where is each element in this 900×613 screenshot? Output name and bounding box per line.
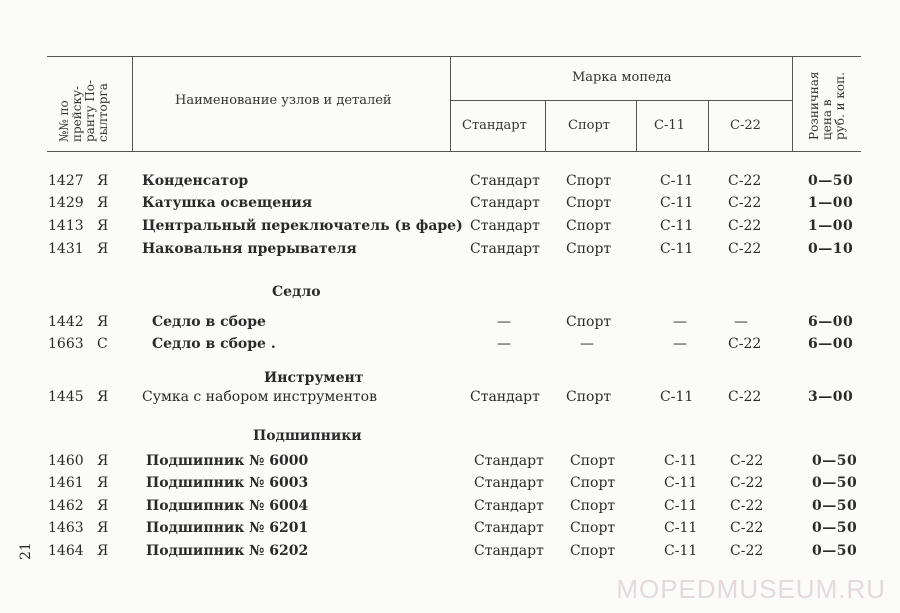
row-number: 1461 bbox=[48, 475, 84, 491]
header-divider-3 bbox=[545, 100, 546, 152]
header-price-column: Розничная цена в руб. и коп. bbox=[807, 71, 847, 140]
row-number: 1427 bbox=[48, 173, 84, 189]
row-s22: С-22 bbox=[730, 520, 764, 536]
row-letter: Я bbox=[97, 543, 109, 559]
row-letter: Я bbox=[97, 453, 109, 469]
row-number: 1429 bbox=[48, 195, 84, 211]
table-row bbox=[0, 314, 900, 334]
row-s11: — bbox=[673, 336, 687, 352]
row-sport: Спорт bbox=[566, 195, 612, 211]
header-brand-standard: Стандарт bbox=[462, 118, 527, 133]
row-sport: Спорт bbox=[566, 173, 612, 189]
page-number: 21 bbox=[18, 542, 34, 560]
section-title-tools: Инструмент bbox=[264, 370, 364, 386]
row-letter: Я bbox=[97, 173, 109, 189]
row-standard: Стандарт bbox=[474, 453, 544, 469]
row-name: Подшипник № 6003 bbox=[146, 475, 309, 491]
row-sport: Спорт bbox=[570, 520, 616, 536]
row-name: Седло в сборе bbox=[152, 314, 266, 330]
row-letter: Я bbox=[97, 520, 109, 536]
row-standard: Стандарт bbox=[470, 389, 540, 405]
row-s22: С-22 bbox=[728, 389, 762, 405]
table-row bbox=[0, 195, 900, 215]
row-sport: Спорт bbox=[566, 241, 612, 257]
header-divider-1 bbox=[132, 56, 133, 152]
row-name: Подшипник № 6000 bbox=[146, 453, 309, 469]
table-row bbox=[0, 520, 900, 540]
row-letter: Я bbox=[97, 475, 109, 491]
row-s11: С-11 bbox=[660, 173, 694, 189]
header-name-column: Наименование узлов и деталей bbox=[175, 93, 392, 108]
row-price: 0—50 bbox=[812, 453, 858, 469]
row-standard: Стандарт bbox=[474, 543, 544, 559]
row-price: 3—00 bbox=[808, 389, 854, 405]
row-s22: С-22 bbox=[728, 195, 762, 211]
table-row bbox=[0, 336, 900, 356]
row-number: 1413 bbox=[48, 218, 84, 234]
row-standard: Стандарт bbox=[470, 241, 540, 257]
row-s22: С-22 bbox=[730, 453, 764, 469]
row-standard: Стандарт bbox=[470, 218, 540, 234]
row-price: 1—00 bbox=[808, 195, 854, 211]
table-row bbox=[0, 475, 900, 495]
row-s11: С-11 bbox=[664, 520, 698, 536]
row-number: 1460 bbox=[48, 453, 84, 469]
row-number: 1442 bbox=[48, 314, 84, 330]
row-standard: Стандарт bbox=[474, 475, 544, 491]
row-letter: Я bbox=[97, 389, 109, 405]
row-sport: Спорт bbox=[566, 389, 612, 405]
row-price: 0—50 bbox=[812, 543, 858, 559]
row-s11: С-11 bbox=[664, 453, 698, 469]
row-standard: — bbox=[497, 336, 511, 352]
row-price: 0—50 bbox=[808, 173, 854, 189]
row-s11: — bbox=[673, 314, 687, 330]
row-letter: Я bbox=[97, 218, 109, 234]
row-s11: С-11 bbox=[664, 498, 698, 514]
table-row bbox=[0, 389, 900, 409]
row-name: Подшипник № 6004 bbox=[146, 498, 309, 514]
row-s11: С-11 bbox=[660, 241, 694, 257]
row-s22: С-22 bbox=[730, 543, 764, 559]
header-bottom-rule bbox=[47, 151, 861, 152]
row-name: Наковальня прерывателя bbox=[142, 241, 357, 257]
row-s22: С-22 bbox=[730, 475, 764, 491]
row-s22: С-22 bbox=[728, 218, 762, 234]
row-name: Центральный переключатель (в фаре) bbox=[142, 218, 463, 234]
header-brand-column: Марка мопеда bbox=[572, 70, 672, 85]
row-name: Подшипник № 6201 bbox=[146, 520, 309, 536]
section-title-saddle: Седло bbox=[272, 284, 321, 300]
row-letter: С bbox=[97, 336, 108, 352]
row-number: 1431 bbox=[48, 241, 84, 257]
row-price: 0—50 bbox=[812, 520, 858, 536]
row-number: 1462 bbox=[48, 498, 84, 514]
row-name: Сумка с набором инструментов bbox=[142, 389, 377, 405]
section-title-bearings: Подшипники bbox=[253, 428, 362, 444]
row-s22: — bbox=[734, 314, 748, 330]
header-divider-6 bbox=[792, 56, 793, 152]
row-price: 6—00 bbox=[808, 336, 854, 352]
row-sport: — bbox=[580, 336, 594, 352]
row-letter: Я bbox=[97, 241, 109, 257]
row-name: Седло в сборе . bbox=[152, 336, 276, 352]
header-divider-2 bbox=[450, 56, 451, 152]
row-s22: С-22 bbox=[728, 336, 762, 352]
row-number: 1464 bbox=[48, 543, 84, 559]
row-name: Конденсатор bbox=[142, 173, 249, 189]
row-standard: Стандарт bbox=[474, 520, 544, 536]
header-divider-brand bbox=[450, 100, 792, 101]
row-price: 1—00 bbox=[808, 218, 854, 234]
row-sport: Спорт bbox=[570, 453, 616, 469]
row-price: 0—50 bbox=[812, 475, 858, 491]
row-letter: Я bbox=[97, 498, 109, 514]
row-s11: С-11 bbox=[660, 389, 694, 405]
row-s11: С-11 bbox=[660, 218, 694, 234]
row-standard: Стандарт bbox=[470, 173, 540, 189]
row-s11: С-11 bbox=[664, 543, 698, 559]
row-sport: Спорт bbox=[570, 475, 616, 491]
header-brand-s22: С-22 bbox=[730, 118, 761, 133]
row-number: 1463 bbox=[48, 520, 84, 536]
table-row bbox=[0, 173, 900, 193]
row-name: Катушка освещения bbox=[142, 195, 313, 211]
table-row bbox=[0, 453, 900, 473]
row-s22: С-22 bbox=[730, 498, 764, 514]
row-sport: Спорт bbox=[566, 314, 612, 330]
header-divider-5 bbox=[708, 100, 709, 152]
row-standard: Стандарт bbox=[470, 195, 540, 211]
table-row bbox=[0, 498, 900, 518]
row-s11: С-11 bbox=[660, 195, 694, 211]
row-number: 1445 bbox=[48, 389, 84, 405]
row-sport: Спорт bbox=[566, 218, 612, 234]
row-s22: С-22 bbox=[728, 173, 762, 189]
row-sport: Спорт bbox=[570, 498, 616, 514]
row-s22: С-22 bbox=[728, 241, 762, 257]
table-row bbox=[0, 218, 900, 238]
table-row bbox=[0, 241, 900, 261]
row-price: 0—50 bbox=[812, 498, 858, 514]
watermark: MOPEDMUSEUM.RU bbox=[616, 574, 886, 604]
table-row bbox=[0, 543, 900, 563]
header-num-column: №№ по прейску- ранту По- сылторга bbox=[57, 79, 110, 142]
row-letter: Я bbox=[97, 195, 109, 211]
row-price: 6—00 bbox=[808, 314, 854, 330]
row-sport: Спорт bbox=[570, 543, 616, 559]
header-brand-s11: С-11 bbox=[654, 118, 685, 133]
header-brand-sport: Спорт bbox=[568, 118, 610, 133]
header-top-rule bbox=[47, 56, 861, 57]
row-s11: С-11 bbox=[664, 475, 698, 491]
row-name: Подшипник № 6202 bbox=[146, 543, 309, 559]
row-standard: — bbox=[497, 314, 511, 330]
row-letter: Я bbox=[97, 314, 109, 330]
row-standard: Стандарт bbox=[474, 498, 544, 514]
header-divider-4 bbox=[636, 100, 637, 152]
row-price: 0—10 bbox=[808, 241, 854, 257]
row-number: 1663 bbox=[48, 336, 84, 352]
